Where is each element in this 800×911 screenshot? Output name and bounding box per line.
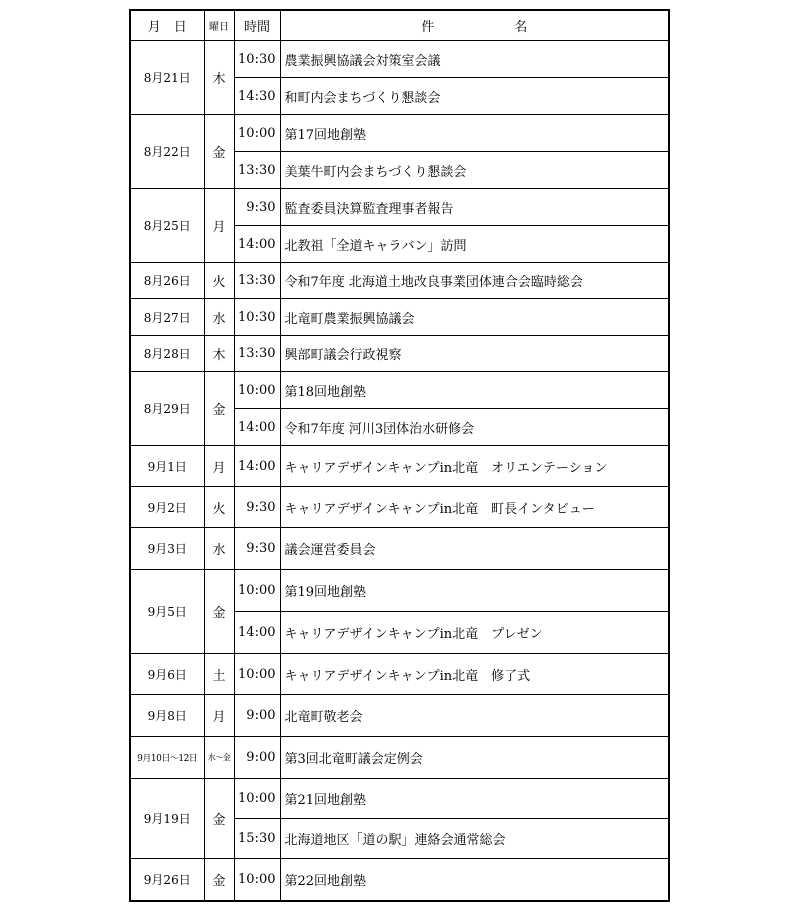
time-cell: 10:30 <box>234 299 280 336</box>
header-weekday: 曜日 <box>204 10 234 41</box>
weekday-cell: 金 <box>204 779 234 859</box>
time-cell: 10:00 <box>234 654 280 695</box>
schedule-row <box>130 859 669 901</box>
weekday-cell: 水 <box>204 299 234 336</box>
date-cell: 9月6日 <box>130 654 204 695</box>
date-cell: 8月29日 <box>130 372 204 446</box>
date-cell: 8月25日 <box>130 189 204 263</box>
event-cell: 北海道地区「道の駅」連絡会通常総会 <box>280 819 669 859</box>
schedule-body <box>130 41 669 901</box>
time-cell: 9:30 <box>234 189 280 226</box>
schedule-row <box>130 41 669 78</box>
schedule-row <box>130 695 669 737</box>
weekday-cell: 木 <box>204 336 234 372</box>
time-cell: 9:30 <box>234 528 280 570</box>
time-cell: 13:30 <box>234 263 280 299</box>
schedule-row <box>130 446 669 487</box>
schedule-row <box>130 654 669 695</box>
time-cell: 10:00 <box>234 372 280 409</box>
time-cell: 10:00 <box>234 115 280 152</box>
event-cell: キャリアデザインキャンプin北竜 プレゼン <box>280 612 669 654</box>
event-cell: 監査委員決算監査理事者報告 <box>280 189 669 226</box>
time-cell: 10:00 <box>234 859 280 901</box>
weekday-cell: 火 <box>204 487 234 528</box>
date-cell: 8月28日 <box>130 336 204 372</box>
time-cell: 14:00 <box>234 612 280 654</box>
event-cell: 興部町議会行政視察 <box>280 336 669 372</box>
header-row <box>130 10 669 41</box>
date-cell: 9月19日 <box>130 779 204 859</box>
date-cell: 9月1日 <box>130 446 204 487</box>
event-cell: 令和7年度 河川3団体治水研修会 <box>280 409 669 446</box>
event-cell: 議会運営委員会 <box>280 528 669 570</box>
date-cell: 8月21日 <box>130 41 204 115</box>
event-cell: 第19回地創塾 <box>280 570 669 612</box>
weekday-cell: 月 <box>204 695 234 737</box>
event-cell: 北竜町敬老会 <box>280 695 669 737</box>
schedule-table <box>129 9 670 902</box>
schedule-row <box>130 336 669 372</box>
event-cell: 農業振興協議会対策室会議 <box>280 41 669 78</box>
weekday-cell: 金 <box>204 372 234 446</box>
time-cell: 10:00 <box>234 570 280 612</box>
header-event: 件名 <box>280 10 669 41</box>
schedule-row <box>130 189 669 226</box>
weekday-cell: 水 <box>204 528 234 570</box>
weekday-cell: 金 <box>204 115 234 189</box>
date-cell: 9月8日 <box>130 695 204 737</box>
date-cell: 9月26日 <box>130 859 204 901</box>
schedule-row <box>130 737 669 779</box>
time-cell: 10:00 <box>234 779 280 819</box>
event-cell: 第21回地創塾 <box>280 779 669 819</box>
time-cell: 14:00 <box>234 446 280 487</box>
time-cell: 13:30 <box>234 152 280 189</box>
schedule-row <box>130 528 669 570</box>
event-cell: 令和7年度 北海道土地改良事業団体連合会臨時総会 <box>280 263 669 299</box>
event-cell: 第17回地創塾 <box>280 115 669 152</box>
time-cell: 14:00 <box>234 409 280 446</box>
event-cell: 第18回地創塾 <box>280 372 669 409</box>
event-cell: 美葉牛町内会まちづくり懇談会 <box>280 152 669 189</box>
event-cell: キャリアデザインキャンプin北竜 修了式 <box>280 654 669 695</box>
time-cell: 14:00 <box>234 226 280 263</box>
schedule-row <box>130 487 669 528</box>
schedule-row <box>130 372 669 409</box>
weekday-cell: 金 <box>204 859 234 901</box>
weekday-cell: 月 <box>204 446 234 487</box>
schedule-row <box>130 263 669 299</box>
time-cell: 13:30 <box>234 336 280 372</box>
date-cell: 8月26日 <box>130 263 204 299</box>
weekday-cell: 木 <box>204 41 234 115</box>
weekday-cell: 月 <box>204 189 234 263</box>
time-cell: 9:00 <box>234 695 280 737</box>
header-date: 月 日 <box>130 10 204 41</box>
weekday-cell: 火 <box>204 263 234 299</box>
event-cell: 第22回地創塾 <box>280 859 669 901</box>
time-cell: 9:00 <box>234 737 280 779</box>
date-cell: 9月10日～12日 <box>130 737 204 779</box>
schedule-row <box>130 299 669 336</box>
date-cell: 9月3日 <box>130 528 204 570</box>
event-cell: 北教祖「全道キャラバン」訪問 <box>280 226 669 263</box>
date-cell: 8月22日 <box>130 115 204 189</box>
event-cell: 第3回北竜町議会定例会 <box>280 737 669 779</box>
schedule-row <box>130 570 669 612</box>
time-cell: 10:30 <box>234 41 280 78</box>
event-cell: キャリアデザインキャンプin北竜 町長インタビュー <box>280 487 669 528</box>
time-cell: 14:30 <box>234 78 280 115</box>
weekday-cell: 金 <box>204 570 234 654</box>
weekday-cell: 土 <box>204 654 234 695</box>
header-time: 時間 <box>234 10 280 41</box>
schedule-row <box>130 779 669 819</box>
event-cell: 和町内会まちづくり懇談会 <box>280 78 669 115</box>
time-cell: 9:30 <box>234 487 280 528</box>
date-cell: 9月5日 <box>130 570 204 654</box>
date-cell: 9月2日 <box>130 487 204 528</box>
event-cell: 北竜町農業振興協議会 <box>280 299 669 336</box>
schedule-row <box>130 115 669 152</box>
weekday-cell: 水～金 <box>204 737 234 779</box>
event-cell: キャリアデザインキャンプin北竜 オリエンテーション <box>280 446 669 487</box>
date-cell: 8月27日 <box>130 299 204 336</box>
time-cell: 15:30 <box>234 819 280 859</box>
